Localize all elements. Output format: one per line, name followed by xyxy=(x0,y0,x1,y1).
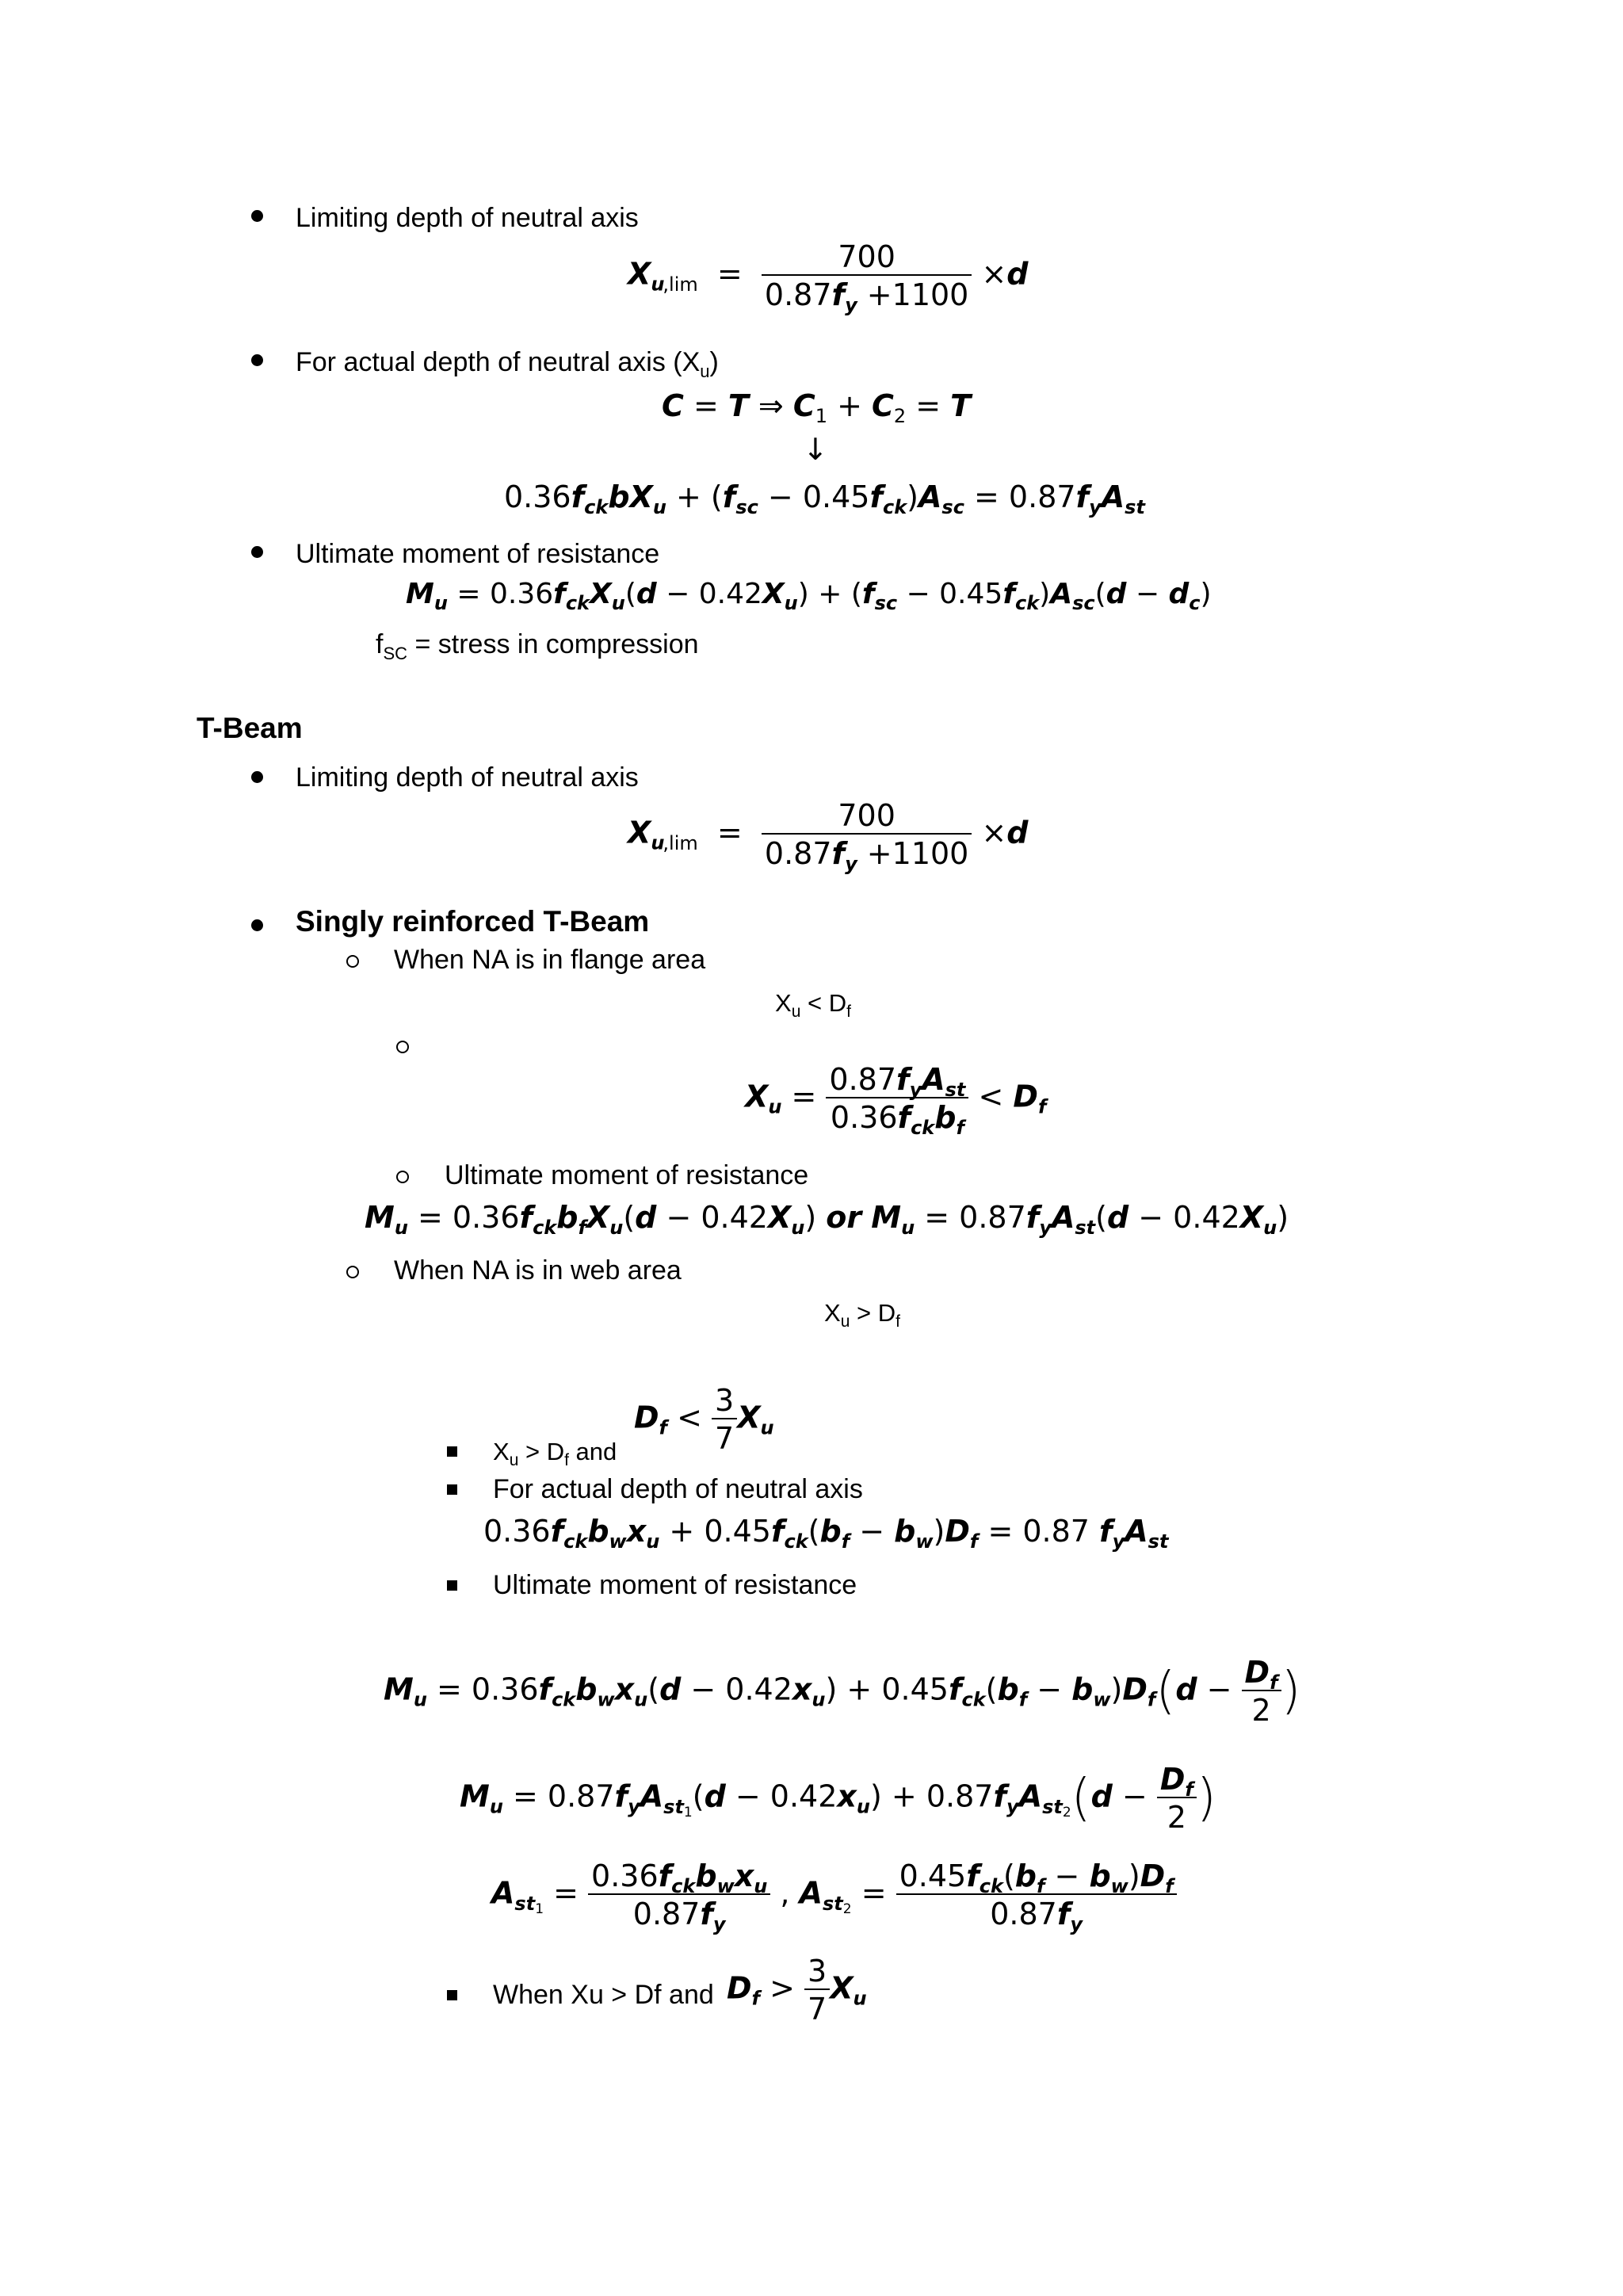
bullet xyxy=(251,771,263,783)
bullet xyxy=(251,354,263,366)
df-greater-equation: $D_f$ > $\frac{3}{7}$ $X_u$ xyxy=(727,1954,867,2027)
moment-equation-web-1: $M_u = 0.36f_{ck}b_wx_u(d - 0.42x_u) + 0.45f_{ck}(b_f - b_w)D_f(d$ − $\frac{D_f}{2}$ ) xyxy=(384,1655,1301,1728)
sub-bullet xyxy=(396,1041,409,1053)
xu-flange-equation: $X_u$ = $\frac{0.87f_yA_{st}}{0.36f_{ck}b_f}$ < $D_f$ xyxy=(745,1062,1047,1139)
xu-lim-equation-1: $X_{u,lim}$ = $\frac{700}{0.87f_y +1100}$ ×d xyxy=(628,239,1029,316)
bullet xyxy=(251,919,263,931)
square-bullet xyxy=(447,1580,457,1591)
t-beam-heading: T-Beam xyxy=(197,712,303,744)
moment-equation-doubly: $M_u = 0.36f_{ck}X_u(d - 0.42X_u) + (f_{sc} - 0.45f_{ck})A_{sc}(d - d_c)$ xyxy=(406,578,1212,614)
square-bullet xyxy=(447,1446,457,1457)
web-area-text: When NA is in web area xyxy=(394,1255,682,1286)
xu-lim-equation-2: $X_{u,lim}$ = $\frac{700}{0.87f_y +1100}$ ×d xyxy=(628,798,1029,875)
limiting-depth-text-2: Limiting depth of neutral axis xyxy=(296,762,639,793)
limiting-depth-text: Limiting depth of neutral axis xyxy=(296,203,639,233)
ast-equations: $A_{st_1}$ = $\frac{0.36f_{ck}b_wx_u}{0.87f_y}$ , $A_{st_2}$ = $\frac{0.45f_{ck}(b_f - b_w)D_f}{0.87f_y}$ xyxy=(491,1859,1177,1931)
moment-equation-flange: $M_u = 0.36f_{ck}b_fX_u(d - 0.42X_u)$ or $M_u = 0.87f_yA_{st}(d - 0.42X_u)$ xyxy=(365,1200,1289,1239)
bullet xyxy=(251,546,263,558)
ultimate-moment-text-2: Ultimate moment of resistance xyxy=(445,1160,809,1190)
web-force-balance-equation: $0.36f_{ck}b_wx_u + 0.45f_{ck}(b_f - b_w)D_f = 0.87$ $f_yA_{st}$ xyxy=(483,1514,1169,1553)
sub-bullet xyxy=(346,955,359,968)
ultimate-moment-text-3: Ultimate moment of resistance xyxy=(493,1570,857,1600)
flange-area-text: When NA is in flange area xyxy=(394,945,706,975)
down-arrow: ↓ xyxy=(803,432,828,467)
actual-depth-text: For actual depth of neutral axis $(X_u)$ xyxy=(296,347,719,381)
last-condition-text: When Xu > Df and xyxy=(493,1980,714,2010)
actual-depth-text-2: For actual depth of neutral axis xyxy=(493,1474,863,1504)
xu-df-and-text: $X_u > D_f$ and xyxy=(493,1438,617,1470)
df-less-equation: $D_f$ < $\frac{3}{7}$ $X_u$ xyxy=(634,1383,774,1456)
flange-condition: $X_u < D_f$ xyxy=(775,989,851,1022)
singly-reinforced-heading: Singly reinforced T-Beam xyxy=(296,905,650,938)
sub-bullet xyxy=(396,1171,409,1183)
fsc-note: $f_{SC}$ = stress in compression xyxy=(376,629,699,663)
equilibrium-equation: C = T ⇒ $C_1 + C_2 = T$ xyxy=(662,388,972,427)
sub-bullet xyxy=(346,1266,359,1278)
ultimate-moment-text: Ultimate moment of resistance xyxy=(296,539,660,569)
square-bullet xyxy=(447,1484,457,1495)
force-balance-equation: $0.36f_{ck}bX_u + (f_{sc} - 0.45f_{ck})A_{sc} = 0.87f_yA_{st}$ xyxy=(504,479,1145,518)
square-bullet xyxy=(447,1990,457,2000)
web-condition: $X_u > D_f$ xyxy=(824,1299,900,1331)
moment-equation-web-2: $M_u = 0.87f_yA_{st_1}(d - 0.42x_u) + 0.87f_yA_{st_2}(d$ − $\frac{D_f}{2}$ ) xyxy=(460,1762,1216,1835)
bullet xyxy=(251,210,263,222)
